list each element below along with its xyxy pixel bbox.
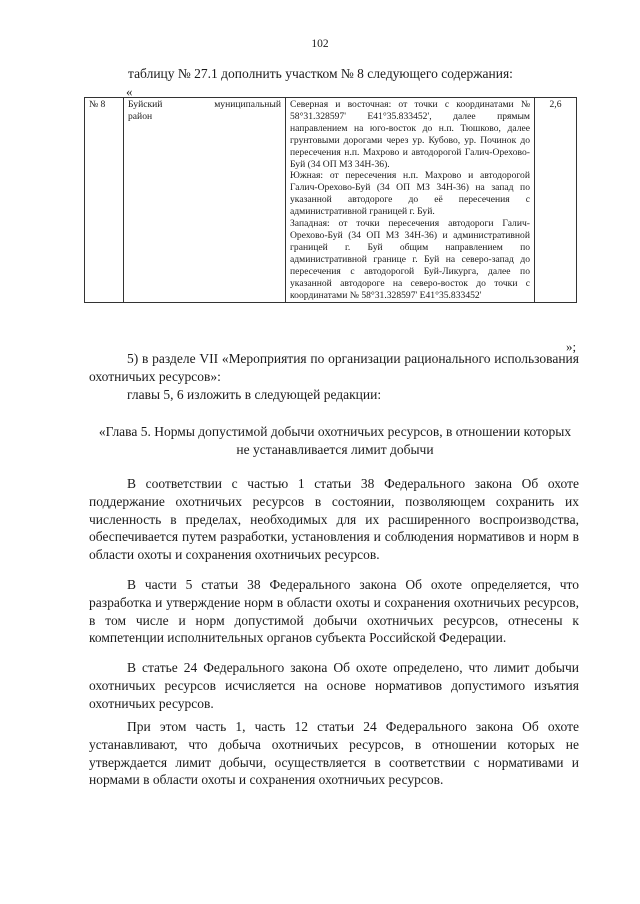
intro-text: таблицу № 27.1 дополнить участком № 8 следующего содержания: [128, 66, 513, 81]
paragraph: В части 5 статьи 38 Федерального закона Об охоте определяется, что разработка и утверждение норм в области охоты и сохранения охотничьих ресурсов, в том числе и норм допустимой добычи охотничьих ресурсов, отнесены к компетенции исполнительных органов субъекта Российской Федерации. [89, 577, 579, 646]
south-boundary: Южная: от пересечения н.п. Махрово и автодорогой Галич-Орехово-Буй (34 ОП МЗ 34Н-36) на запад по указанной автодороге до её пересечения с административной границей г. Буй. [290, 170, 530, 218]
paragraph: В статье 24 Федерального закона Об охоте определено, что лимит добычи охотничьих ресурсов исчисляется на основе нормативов допустимого изъятия охотничьих ресурсов. [89, 660, 579, 711]
plot-number-cell: № 8 [85, 98, 124, 303]
table-row [85, 98, 577, 303]
opening-quote: « [126, 84, 133, 99]
page-number: 102 [311, 38, 329, 50]
north-east-boundary: Северная и восточная: от точки с координатами № 58°31.328597' E41°35.833452', далее прямым направлением на юго-восток до н.п. Тюшково, далее грунтовыми дорогами через ур. Кубово, ур. Починок до пересечения н.п. Махрово и автодорогой Галич-Орехово-Буй (34 ОП МЗ 34Н-36). [290, 99, 530, 170]
chapter-5-heading: «Глава 5. Нормы допустимой добычи охотничьих ресурсов, в отношении которых не устанавливается лимит добычи [98, 424, 572, 457]
hunting-plot-table [84, 97, 577, 303]
district-suffix: район [128, 110, 153, 122]
district-cell [124, 98, 286, 303]
chapters-paragraph: главы 5, 6 изложить в следующей редакции: [127, 387, 382, 402]
district-name: Буйский [128, 99, 163, 110]
boundary-description-cell [286, 98, 535, 303]
closing-quote: »; [566, 339, 577, 354]
district-type: муниципальный [214, 99, 281, 110]
west-boundary: Западная: от точки пересечения автодороги Галич-Орехово-Буй (34 ОП МЗ 34Н-36) и административной границей г. Буй общим направлением по административной границе г. Буй на северо-запад до пересечения с автодорогой Буй-Ликурга, далее по указанной автодороге на северо-восток до точки с координатами № 58°31.328597' E41°35.833452' [290, 218, 530, 301]
paragraph: При этом часть 1, часть 12 статьи 24 Федерального закона Об охоте устанавливают, что добыча охотничьих ресурсов, в отношении которых не утверждается лимит добычи, осуществляется в соответствии с нормативами и нормами в области охоты и сохранения охотничьих ресурсов. [89, 719, 579, 788]
area-cell: 2,6 [535, 98, 577, 303]
paragraph: В соответствии с частью 1 статьи 38 Федерального закона Об охоте поддержание охотничьих ресурсов в состоянии, позволяющем сохранить их численность в пределах, необходимых для их расширенного воспроизводства, обеспечивается путем разработки, установления и соблюдения нормативов и норм в области охоты и сохранения охотничьих ресурсов. [89, 476, 579, 563]
section-5-paragraph: 5) в разделе VII «Мероприятия по организации рационального использования охотничьих ресурсов»: [89, 351, 579, 384]
